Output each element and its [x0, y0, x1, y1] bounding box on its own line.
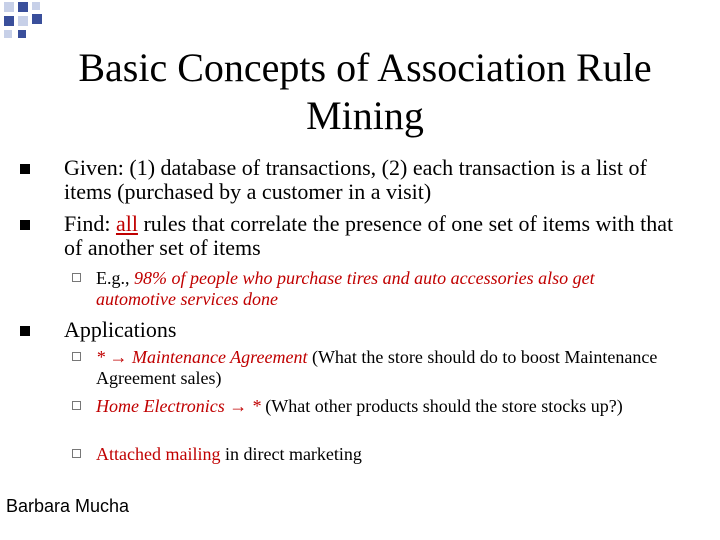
sub-bullet-example: E.g., 98% of people who purchase tires and auto accessories also get automotive services done [96, 268, 676, 310]
square-bullet-icon [20, 220, 30, 230]
checkbox-bullet-icon [72, 273, 81, 282]
checkbox-bullet-icon [72, 449, 81, 458]
bullet-find: Find: all rules that correlate the presence of one set of items with that of another set of items [64, 212, 689, 260]
checkbox-bullet-icon [72, 352, 81, 361]
sub-bullet-app1: * → Maintenance Agreement (What the store should do to boost Maintenance Agreement sales) [96, 347, 676, 389]
sub-bullet-app3: Attached mailing in direct marketing [96, 444, 696, 465]
sub-bullet-app2: Home Electronics → * (What other products should the store stocks up?) [96, 396, 676, 417]
square-bullet-icon [20, 164, 30, 174]
corner-decoration [0, 0, 60, 44]
author-footer: Barbara Mucha [6, 496, 130, 516]
bullet-applications: Applications [64, 318, 689, 342]
arrow-right-icon: → [229, 396, 248, 416]
bullet-given: Given: (1) database of transactions, (2) each transaction is a list of items (purchased by a customer in a visit) [64, 156, 689, 204]
square-bullet-icon [20, 326, 30, 336]
page-title: Basic Concepts of Association Rule Mining [78, 45, 652, 138]
checkbox-bullet-icon [72, 401, 81, 410]
arrow-right-icon: → [109, 347, 128, 367]
